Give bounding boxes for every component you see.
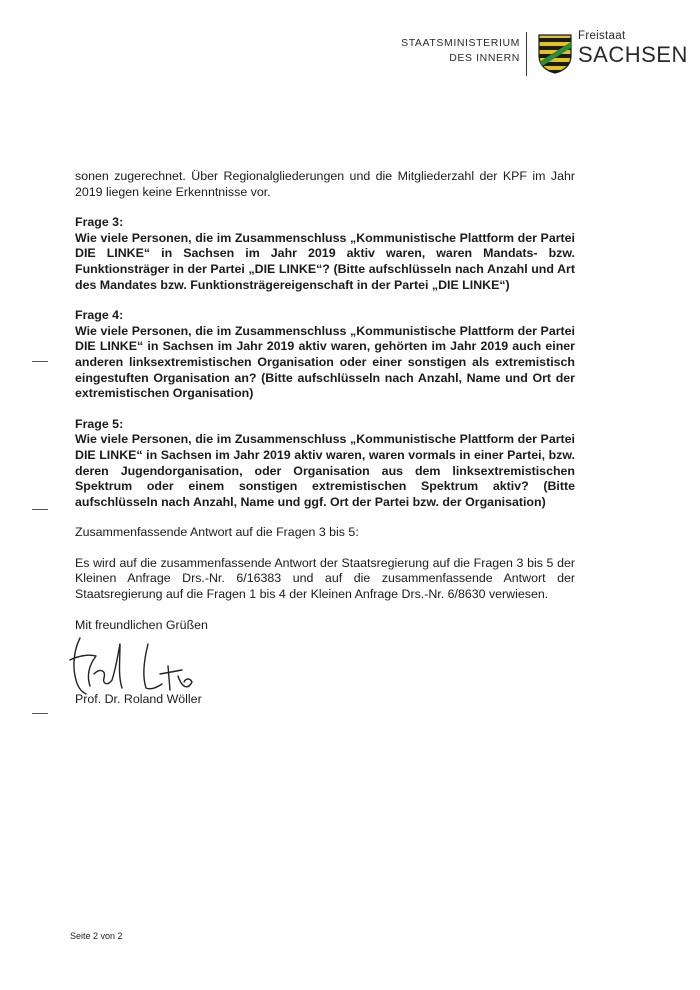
question-3 (75, 215, 575, 293)
intro-paragraph: sonen zugerechnet. Über Regionalgliederungen und die Mitgliederzahl der KPF im Jahr 2019 liegen keine Erkenntnisse vor. (75, 169, 575, 199)
summary-answer: Es wird auf die zusammenfassende Antwort der Staatsregierung auf die Fragen 3 bis 5 der Kleinen Anfrage Drs.-Nr. 6/16383 und auf die zusammenfassende Antwort der Staatsregierung auf die Fragen 1 bis 4 der Kleinen Anfrage Drs.-Nr. 6/8630 verwiesen. (75, 555, 575, 602)
question-text: Wie viele Personen, die im Zusammenschluss „Kommunistische Plattform der Partei DIE LINKE“ in Sachsen im Jahr 2019 aktiv waren, gehörten im Jahr 2019 auch einer anderen linksextremistischen Organisation oder einer sonstigen als extremistisch eingestuften Organisation an? (Bitte aufschlüsseln nach Anzahl, Name und Ort der extremistischen Organisation) (75, 323, 575, 401)
page-number: Seite 2 von 2 (70, 931, 123, 941)
ministry-line-1: STAATSMINISTERIUM (401, 37, 520, 49)
signer-name: Prof. Dr. Roland Wöller (75, 692, 202, 706)
closing-salutation: Mit freundlichen Grüßen (75, 617, 208, 632)
question-5 (75, 417, 575, 511)
letterhead (400, 30, 690, 80)
fold-mark (32, 361, 48, 362)
handwritten-signature (60, 630, 210, 700)
state-name-big: SACHSEN (578, 42, 688, 67)
question-label: Frage 3: (75, 215, 124, 230)
ministry-name (401, 36, 520, 66)
saxony-coat-of-arms-icon (538, 34, 572, 74)
letter-body (75, 169, 575, 648)
question-label: Frage 5: (75, 416, 124, 431)
question-text: Wie viele Personen, die im Zusammenschluss „Kommunistische Plattform der Partei DIE LINKE“ in Sachsen im Jahr 2019 aktiv waren, waren Mandats- bzw. Funktionsträger in der Partei „DIE LINKE“? (Bitte aufschlüsseln nach Anzahl und Art des Mandates bzw. Funktionsträgereigenschaft in der Partei „DIE LINKE“) (75, 230, 575, 292)
state-name (578, 30, 688, 67)
question-label: Frage 4: (75, 308, 124, 323)
ministry-line-2: DES INNERN (449, 52, 520, 64)
question-4 (75, 308, 575, 402)
fold-mark-lower (32, 713, 48, 714)
punch-mark (32, 509, 48, 510)
letterhead-divider (526, 32, 527, 76)
state-name-small: Freistaat (578, 30, 626, 42)
question-text: Wie viele Personen, die im Zusammenschluss „Kommunistische Plattform der Partei DIE LINKE“ in Sachsen im Jahr 2019 aktiv waren, waren vormals in einer Partei, bzw. deren Jugendorganisation, oder Organisation aus dem linksextremistischen Spektrum oder einem sonstigen extremistischen Spektrum aktiv? (Bitte aufschlüsseln nach Anzahl, Name und ggf. Ort der Partei bzw. der Organisation) (75, 432, 575, 509)
summary-heading: Zusammenfassende Antwort auf die Fragen 3 bis 5: (75, 525, 359, 540)
